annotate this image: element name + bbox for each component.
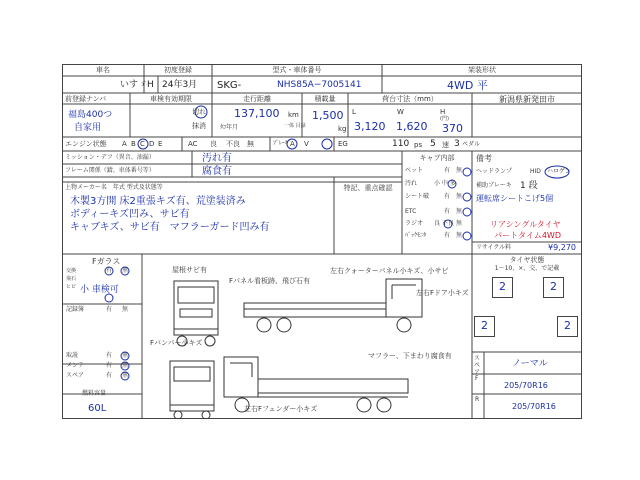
upper-label: 上物メーカー名 年式 型式及状態等: [65, 184, 163, 191]
cab-bed-opts: 有 無: [444, 167, 463, 174]
spare-key-label: スペア: [66, 372, 85, 379]
cab-radio-opts: 良 不良 無: [434, 220, 462, 227]
location-value: 新潟県新発田市: [499, 95, 555, 104]
plate-label: 前登録ナンバ: [65, 95, 107, 103]
tire-spare-value: ノーマル: [512, 359, 548, 369]
engine-grade-c: C: [140, 140, 145, 148]
note-line-3: キャブキズ、サビ有 マフラーガード凹み有: [70, 222, 270, 233]
prev-meter: ﾀｺ年月: [220, 124, 239, 131]
brake-a: A: [290, 140, 295, 148]
aux-brake-value: 1 段: [520, 181, 538, 191]
recycle-label: リサイクル料: [476, 244, 512, 251]
cab-etc-label: ETC: [405, 208, 417, 215]
manual-yes: 有: [106, 352, 113, 359]
brake-label: ﾌﾞﾚｰｷ: [273, 140, 289, 147]
engine-label: エンジン状態: [65, 140, 107, 148]
front-view-cab: [174, 281, 218, 329]
first-reg-value: 24年3月: [162, 80, 198, 90]
tire-r-label: R: [475, 396, 480, 403]
cab-etc-opts: 有 無: [444, 208, 463, 215]
tire-title: タイヤ状態: [509, 256, 545, 264]
manual-label: 取説: [66, 352, 79, 359]
engine-grade-d: D: [149, 140, 155, 148]
first-reg-label: 初度登録: [164, 66, 192, 74]
chassis-number: NHS85A−7005141: [277, 80, 362, 90]
remarks-title: 備考: [476, 154, 492, 163]
mission-label: ミッション・デフ（異音、油漏）: [65, 154, 155, 161]
note-fender: 左右Fフェンダー小キズ: [244, 405, 318, 413]
cab-monitor-opts: 有 無: [444, 232, 463, 239]
load-label: 積載量: [314, 95, 336, 103]
mileage-value: 137,100: [234, 107, 280, 120]
load-unit: kg: [338, 125, 347, 133]
note-line-2: ボディーキズ凹み、サビ有: [70, 209, 190, 220]
brake-v: V: [304, 140, 309, 148]
tire-f-size: 205/70R16: [504, 381, 548, 390]
part-time-note: パートタイム4WD: [494, 231, 561, 240]
rear-single-note: リアシングルタイヤ: [490, 220, 561, 229]
aux-brake-label: 補助ブレーキ: [476, 182, 512, 189]
note-muffler: マフラー、下まわり腐食有: [368, 352, 452, 360]
note-line-1: 木製3方開 床2重張キズ有、荒塗装済み: [70, 196, 246, 207]
body-label: 架装形状: [468, 66, 496, 74]
record-yes: 有: [106, 306, 113, 313]
cab-seat-opts: 有 無: [444, 193, 463, 200]
expired-option: 切れ: [192, 108, 206, 116]
engine-grade-b: B: [131, 140, 136, 148]
plate-line2: 自家用: [74, 123, 102, 133]
tire-f-label: F: [475, 375, 479, 382]
cab-radio-label: ラジオ: [405, 220, 424, 227]
tire-subtitle: 1〜10、×、交、で記載: [494, 265, 560, 272]
cab-bed-label: ベット: [405, 167, 424, 174]
cab-seat-label: シート破: [405, 193, 430, 200]
body-type: 4WD 平: [447, 79, 488, 92]
glass-title: Fガラス: [92, 257, 121, 266]
tire-front-right: 2: [550, 280, 557, 293]
mileage-unit: km: [288, 111, 299, 119]
record-label: 記録簿: [66, 306, 85, 313]
mileage-label: 走行距離: [243, 95, 271, 103]
width-label: W: [397, 108, 404, 116]
cab-title: キャブ内部: [419, 154, 455, 162]
note-f-panel: Fパネル看板跡、飛び石有: [229, 277, 311, 285]
glass-exchange-label: 交換: [66, 268, 77, 274]
headlamp-label: ヘッドランプ: [476, 168, 513, 175]
pedal-label: ペダル: [462, 141, 481, 148]
make-value: いすゞ: [120, 80, 148, 90]
front-view-cab-bottom: [170, 361, 214, 405]
glass-no: 無: [122, 267, 129, 274]
eg-value: 110: [392, 139, 410, 149]
spare-key-no: 無: [122, 372, 129, 379]
deregistered-option: 抹消: [192, 122, 206, 130]
tire-rear-left: 2: [481, 319, 488, 332]
gears-value: 5: [430, 139, 436, 149]
ps-label: ps: [414, 141, 423, 149]
eg-label: EG: [338, 140, 348, 148]
driver-seat-note: 運転席シートこげ5個: [476, 194, 554, 203]
glass-chip-label: 飛石: [66, 276, 77, 282]
height-label: H: [440, 108, 446, 116]
pedal-count: 3: [454, 139, 460, 149]
ac-good: 良: [210, 140, 217, 148]
ac-label: AC: [188, 140, 198, 148]
engine-grade-a: A: [122, 140, 127, 148]
load-value: 1,500: [312, 109, 344, 122]
maint-label: メンテ: [66, 362, 85, 369]
ac-none: 無: [247, 140, 254, 148]
model-label: 型式・車体番号: [272, 66, 322, 74]
frame-value: 腐食有: [202, 166, 232, 177]
bed-label: 荷台寸法（mm）: [382, 95, 438, 103]
inspection-sheet: [62, 64, 582, 424]
manual-no: 無: [122, 352, 129, 359]
make-label: 車名: [96, 66, 110, 74]
height-value: 370: [442, 122, 463, 135]
hid-option: HID: [530, 168, 541, 175]
speed-label: 速: [442, 141, 449, 149]
special-label: 特記、重点確認: [343, 184, 393, 192]
note-quarter: 左右クォーターパネル小キズ、小サビ: [330, 267, 449, 275]
glass-yes: 有: [106, 267, 113, 274]
plate-line1: 福島400つ: [68, 110, 113, 120]
era-value: H: [147, 80, 154, 90]
maint-no: 無: [122, 362, 129, 369]
engine-grade-e: E: [158, 140, 163, 148]
recycle-value: ¥9,270: [548, 243, 576, 252]
mission-value: 汚れ有: [202, 153, 232, 164]
maint-yes: 有: [106, 362, 113, 369]
inspection-label: 車検有効期限: [150, 95, 192, 103]
cab-dirt-label: 汚れ: [405, 180, 418, 187]
halogen-option: ハロゲン: [547, 168, 571, 175]
length-value: 3,120: [354, 120, 386, 133]
glass-crack-label: ヒビ: [66, 284, 77, 290]
fuel-value: 60L: [88, 403, 107, 414]
tire-spare-label: スペア: [474, 355, 481, 376]
note-bumper: Fバンパー小キズ: [150, 339, 203, 347]
tire-rear-right: 2: [564, 319, 571, 332]
model-prefix: SKG-: [217, 80, 242, 91]
cab-monitor-label: ﾊﾞｯｸﾓﾆﾀ: [405, 232, 427, 239]
record-no: 無: [122, 306, 129, 313]
note-f-door: 左右Fドア小キズ: [416, 289, 469, 297]
spare-key-yes: 有: [106, 372, 113, 379]
frame-label: フレーム関係（錆、車体番号等）: [65, 167, 155, 174]
tire-r-size: 205/70R16: [512, 402, 556, 411]
tire-front-left: 2: [499, 280, 506, 293]
length-label: L: [352, 108, 356, 116]
height-sub: (門): [440, 116, 449, 122]
width-value: 1,620: [396, 120, 428, 133]
meter-note: 一体 目録: [284, 123, 306, 129]
note-roof: 屋根サビ有: [172, 266, 207, 274]
fuel-label: 燃料容量: [82, 390, 107, 397]
ac-bad: 不良: [226, 140, 240, 148]
glass-inspection-value: 小 車検可: [80, 285, 119, 295]
cab-dirt-opts: 小 中 多: [434, 180, 456, 187]
